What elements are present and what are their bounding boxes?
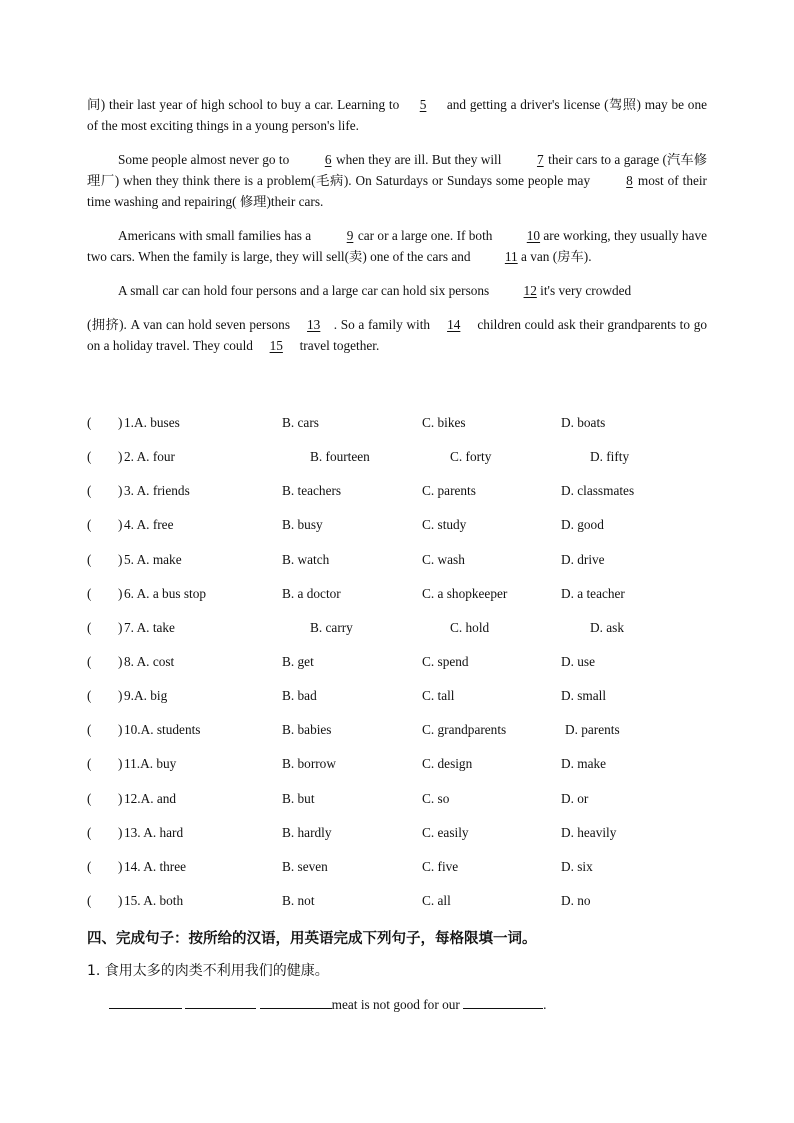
answer-paren: ( ) [87, 858, 123, 874]
option-c: C. a shopkeeper [422, 585, 508, 601]
option-b: B. watch [282, 551, 330, 567]
blank-14: 14 [447, 317, 461, 332]
passage-text: most of their time washing and repairing( 修理)their cars. [87, 173, 707, 209]
option-c: C. forty [450, 449, 492, 465]
answer-paren: ( ) [87, 517, 123, 533]
blank-12: 12 [523, 283, 537, 298]
option-d: D. make [561, 756, 607, 772]
option-d: D. heavily [561, 824, 617, 840]
option-b: B. busy [282, 517, 323, 533]
answer-paren: ( ) [87, 551, 123, 567]
option-c: C. hold [450, 619, 490, 635]
option-b: B. carry [310, 619, 353, 635]
question-row [87, 823, 707, 857]
option-a: 2. A. four [124, 449, 175, 465]
option-b: B. cars [282, 415, 319, 430]
option-a: 10.A. students [124, 722, 201, 738]
option-d: D. ask [590, 619, 624, 635]
question-row [87, 413, 707, 447]
option-b: B. seven [282, 858, 328, 874]
passage-text: travel together. [296, 338, 380, 353]
answer-paren: ( ) [87, 824, 123, 840]
option-c: C. easily [422, 824, 469, 840]
option-a: 13. A. hard [124, 824, 184, 840]
option-a: 1.A. buses [124, 415, 180, 430]
blank-9: 9 [346, 228, 354, 243]
passage-text: and getting a driver's license (驾照) may be one of the most exciting things in a young person's life. [87, 97, 707, 133]
option-b: B. babies [282, 722, 332, 738]
passage-text: are working, they usually have two cars. When the family is large, they will sell(卖) one of the cars and [87, 228, 708, 264]
passage-text: (拥挤). A van can hold seven persons [87, 317, 294, 332]
passage-text: A small car can hold four persons and a large car can hold six persons [118, 283, 493, 298]
passage-paragraph-4 [87, 280, 707, 301]
passage-text: children could ask their grandparents to go on a holiday travel. They could [87, 317, 707, 353]
option-d: D. or [561, 790, 589, 806]
option-c: C. spend [422, 653, 469, 669]
cloze-passage [87, 94, 707, 356]
question-row [87, 618, 707, 652]
option-d: D. six [561, 858, 593, 874]
option-d: D. small [561, 688, 607, 704]
option-c: C. study [422, 517, 467, 533]
answer-paren: ( ) [87, 585, 123, 601]
option-c: C. wash [422, 551, 465, 567]
passage-text: . So a family with [333, 317, 434, 332]
option-b: B. teachers [282, 483, 342, 499]
option-a: 15. A. both [124, 892, 184, 908]
answer-text: meat is not good for our [331, 997, 464, 1012]
question-row [87, 584, 707, 618]
option-d: D. fifty [590, 449, 630, 465]
question-row [87, 789, 707, 823]
blank-5: 5 [419, 97, 427, 112]
question-1-prompt: 1. 食用太多的肉类不利用我们的健康。 [87, 963, 329, 979]
option-c: C. grandparents [422, 722, 507, 738]
passage-paragraph-2 [87, 149, 707, 212]
option-b: B. hardly [282, 824, 332, 840]
option-a: 12.A. and [124, 790, 177, 806]
option-b: B. fourteen [310, 449, 370, 465]
passage-paragraph-1 [87, 94, 707, 136]
option-d: D. boats [561, 415, 606, 430]
option-c: C. parents [422, 483, 476, 499]
question-1-answer-line [109, 994, 546, 1013]
answer-paren: ( ) [87, 619, 123, 635]
passage-text: Americans with small families has a [118, 228, 315, 243]
option-d: D. good [561, 517, 604, 533]
option-a: 8. A. cost [124, 653, 175, 669]
question-row [87, 891, 707, 925]
passage-text: a van (房车). [517, 249, 592, 264]
passage-paragraph-3 [87, 225, 707, 267]
answer-blank-3[interactable] [260, 994, 332, 1009]
answer-paren: ( ) [87, 449, 123, 465]
blank-7: 7 [536, 152, 544, 167]
blank-8: 8 [626, 173, 633, 188]
option-a: 11.A. buy [124, 756, 177, 772]
option-b: B. but [282, 790, 315, 806]
passage-text: their cars to a garage (汽车修理厂) when they think there is a problem(毛病). On Saturdays or Sundays some people may [87, 152, 707, 188]
option-a: 5. A. make [124, 551, 182, 567]
option-c: C. design [422, 756, 473, 772]
answer-paren: ( ) [87, 756, 123, 772]
option-d: D. no [561, 892, 591, 908]
question-row [87, 857, 707, 891]
answer-blank-4[interactable] [463, 994, 543, 1009]
question-row [87, 515, 707, 549]
answer-paren: ( ) [87, 415, 123, 430]
question-row [87, 550, 707, 584]
option-a: 6. A. a bus stop [124, 585, 207, 601]
option-b: B. not [282, 892, 315, 908]
option-d: D. parents [565, 722, 620, 738]
blank-11: 11 [504, 249, 518, 264]
option-a: 14. A. three [124, 858, 187, 874]
option-c: C. bikes [422, 415, 466, 430]
answer-paren: ( ) [87, 722, 123, 738]
option-d: D. a teacher [561, 585, 625, 601]
option-a: 9.A. big [124, 688, 168, 704]
option-d: D. drive [561, 551, 605, 567]
option-d: D. classmates [561, 483, 635, 499]
option-c: C. tall [422, 688, 455, 704]
option-a: 7. A. take [124, 619, 175, 635]
question-row [87, 652, 707, 686]
answer-paren: ( ) [87, 483, 123, 499]
question-row [87, 754, 707, 788]
option-c: C. five [422, 858, 459, 874]
section-4-title: 四、完成句子：按所给的汉语，用英语完成下列句子，每格限填一词。 [87, 931, 537, 947]
passage-text: when they are ill. But they will [332, 152, 505, 167]
answer-paren: ( ) [87, 653, 123, 669]
option-c: C. all [422, 892, 451, 908]
question-row [87, 447, 707, 481]
answer-blank-2[interactable] [185, 994, 256, 1009]
question-row [87, 686, 707, 720]
option-a: 4. A. free [124, 517, 174, 533]
blank-15: 15 [269, 338, 283, 353]
answer-paren: ( ) [87, 790, 123, 806]
question-row [87, 720, 707, 754]
answer-period: . [543, 997, 547, 1012]
passage-text: it's very crowded [536, 283, 632, 298]
answer-paren: ( ) [87, 688, 123, 704]
passage-text: 间) their last year of high school to buy a car. Learning to [87, 97, 404, 112]
question-row [87, 481, 707, 515]
option-b: B. get [282, 653, 314, 669]
passage-text: Some people almost never go to [118, 152, 293, 167]
option-d: D. use [561, 653, 595, 669]
option-c: C. so [422, 790, 450, 806]
option-b: B. bad [282, 688, 317, 704]
blank-6: 6 [324, 152, 332, 167]
options-list [87, 413, 707, 925]
passage-paragraph-5 [87, 314, 707, 356]
answer-paren: ( ) [87, 892, 123, 908]
passage-text: car or a large one. If both [354, 228, 496, 243]
blank-10: 10 [526, 228, 541, 243]
option-b: B. a doctor [282, 585, 341, 601]
option-b: B. borrow [282, 756, 336, 772]
answer-blank-1[interactable] [109, 994, 182, 1009]
option-a: 3. A. friends [124, 483, 190, 499]
blank-13: 13 [307, 317, 321, 332]
